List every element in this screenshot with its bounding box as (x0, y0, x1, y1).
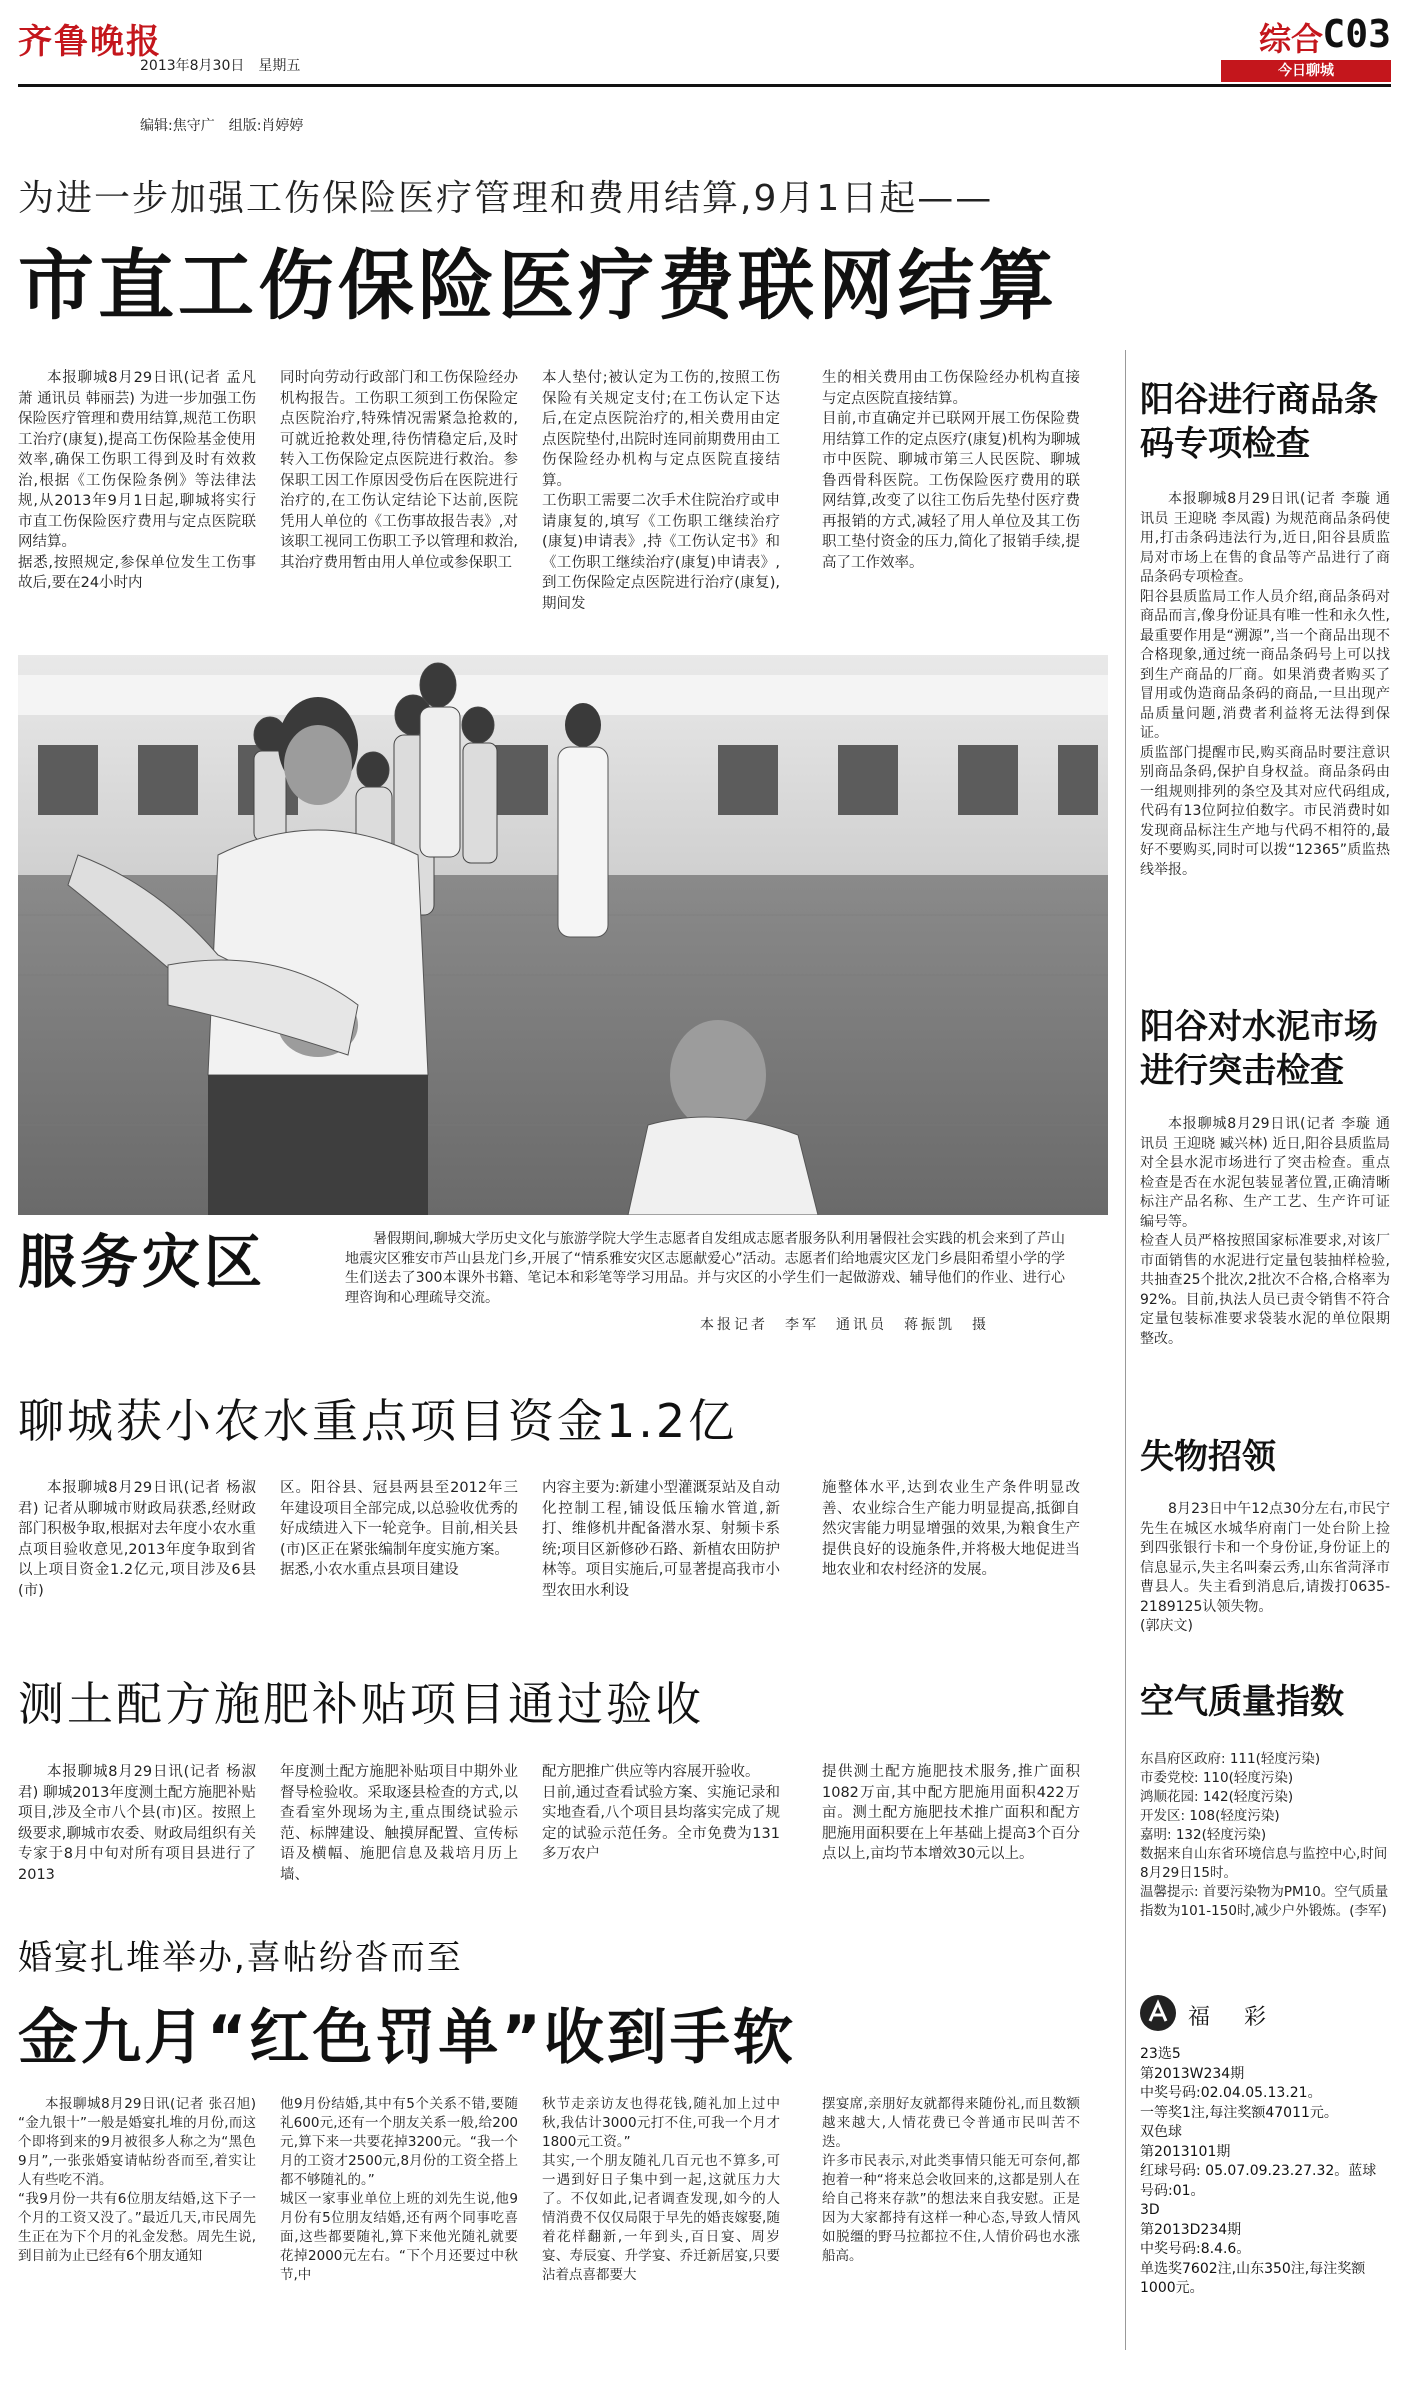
article2-headline: 聊城获小农水重点项目资金1.2亿 (18, 1394, 738, 1448)
sidebar-story2-headline: 阳谷对水泥市场进行突击检查 (1140, 1007, 1378, 1091)
lottery-line: 23选5 (1140, 2046, 1181, 2062)
article4-col-3: 秋节走亲访友也得花钱,随礼加上过中秋,我估计3000元打不住,可我一个月才1800元工资。” 其实,一个朋友随礼几百元也不算多,可一遇到好日子集中到一起,这就压力大了。不仅如此,记者调查发现,如今的人情消费不仅仅局限于早先的婚丧嫁娶,随着花样翻新,一年到头,百日宴、周岁宴、寿辰宴、升学宴、乔迁新居宴,只要沾着点喜都要大 (542, 2096, 780, 2283)
lottery-line: 3D (1140, 2202, 1160, 2218)
air-quality-line: 开发区: 108(轻度污染) (1140, 1808, 1280, 1824)
issue-date: 2013年8月30日 星期五 (140, 58, 301, 74)
page-number: C03 (1322, 12, 1391, 56)
sidebar-story2-text: 本报聊城8月29日讯(记者 李璇 通讯员 王迎晓 臧兴林) 近日,阳谷县质监局对全县水泥市场进行了突击检查。重点检查是否在水泥包装显著位置,正确清晰标注产品名称、生产工艺、生产许可证编号等。 检查人员严格按照国家标准要求,对该厂市面销售的水泥进行定量包装抽样检验,共抽查25个批次,2批次不合格,合格率为92%。目前,执法人员已责令销售不符合定量包装标准要求袋装水泥的单位限期整改。 (1140, 1116, 1390, 1347)
article2-col-1: 本报聊城8月29日讯(记者 杨淑君) 记者从聊城市财政局获悉,经财政部门积极争取,根据对去年度小农水重点项目验收意见,2013年度争取到省以上项目资金1.2亿元,项目涉及6县(市) (18, 1480, 256, 1599)
newspaper-logo: 齐鲁晚报 (18, 22, 162, 62)
sidebar-divider (1125, 350, 1126, 2350)
air-quality-tip: 温馨提示: 首要污染物为PM10。空气质量指数为101-150时,减少户外锻炼。(李军) (1140, 1884, 1389, 1919)
article4-kicker: 婚宴扎堆举办,喜帖纷沓而至 (18, 1938, 463, 1978)
sidebar-story1-headline: 阳谷进行商品条码专项检查 (1140, 380, 1378, 464)
sidebar-story1-text: 本报聊城8月29日讯(记者 李璇 通讯员 王迎晓 李凤霞) 为规范商品条码使用,打击条码违法行为,近日,阳谷县质监局对市场上在售的食品等产品进行了商品条码专项检查。 阳谷县质监局工作人员介绍,商品条码对商品而言,像身份证具有唯一性和永久性,最重要作用是“溯源”,当一个商品出现不合格现象,通过统一商品条码号上可以找到生产商品的厂商。如果消费者购买了冒用或伪造商品条码的商品,一旦出现产品质量问题,消费者利益将无法得到保证。 质监部门提醒市民,购买商品时要注意识别商品条码,保护自身权益。商品条码由一组规则排列的条空及其对应代码组成,代码有13位阿拉伯数字。市民消费时如发现商品标注生产地与代码不相符的,最好不要购买,同时可以拨“12365”质监热线举报。 (1140, 491, 1390, 878)
air-quality-line: 市委党校: 110(轻度污染) (1140, 1770, 1294, 1786)
air-quality-line: 鸿顺花园: 142(轻度污染) (1140, 1789, 1294, 1805)
article3-col-2: 年度测土配方施肥补贴项目中期外业督导检验收。采取逐县检查的方式,以查看室外现场为主,重点围绕试验示范、标牌建设、触摸屏配置、宣传标语及横幅、施肥信息及栽培月历上墙、 (280, 1764, 518, 1883)
editor-line: 编辑:焦守广 组版:肖婷婷 (140, 118, 304, 134)
article3-headline: 测土配方施肥补贴项目通过验收 (18, 1677, 704, 1731)
lead-col-4: 生的相关费用由工伤保险经办机构直接与定点医院直接结算。 目前,市直确定并已联网开展工伤保险费用结算工作的定点医疗(康复)机构为聊城市中医院、聊城市第三人民医院、聊城鲁西骨科医院。工伤保险医疗费用的联网结算,改变了以往工伤后先垫付医疗费再报销的方式,减轻了用人单位及其工伤职工垫付资金的压力,简化了报销手续,提高了工作效率。 (822, 370, 1080, 571)
lead-col-3: 本人垫付;被认定为工伤的,按照工伤保险有关规定支付;在工伤认定下达后,在定点医院治疗的,相关费用由定点医院垫付,出院时连同前期费用由工伤保险经办机构与定点医院直接结算。 工伤职工需要二次手术住院治疗或申请康复的,填写《工伤职工继续治疗(康复)申请表》,持《工伤认定书》和《工伤职工继续治疗(康复)申请表》,到工伤保险定点医院进行治疗(康复),期间发 (542, 370, 780, 612)
lottery-line: 第2013D234期 (1140, 2221, 1242, 2238)
article3-col-4: 提供测土配方施肥技术服务,推广面积1082万亩,其中配方肥施用面积422万亩。测土配方施肥技术推广面积和配方肥施用面积要在上年基础上提高3个百分点以上,亩均节本增效30元以上。 (822, 1764, 1080, 1862)
air-quality-line: 东昌府区政府: 111(轻度污染) (1140, 1751, 1321, 1767)
air-quality-list (1140, 1750, 1390, 1921)
article3-col-3: 配方肥推广供应等内容展开验收。 日前,通过查看试验方案、实施记录和实地查看,八个项目县均落实完成了规定的试验示范任务。全市免费为131多万农户 (542, 1764, 780, 1862)
lead-col-2: 同时向劳动行政部门和工伤保险经办机构报告。工伤职工须到工伤保险定点医院治疗,特殊情况需紧急抢救的,可就近抢救处理,待伤情稳定后,及时转入工伤保险定点医院进行救治。参保职工因工作原因受伤后在医院进行治疗的,在工伤认定结论下达前,医院凭用人单位的《工伤事故报告表》,对该职工视同工伤职工予以管理和救治,其治疗费用暂由用人单位或参保职工 (280, 370, 518, 571)
lottery-line: 红球号码: 05.07.09.23.27.32。蓝球号码:01。 (1140, 2163, 1377, 2199)
air-quality-note: 数据来自山东省环境信息与监控中心,时间8月29日15时。 (1140, 1846, 1388, 1881)
photo-caption: 暑假期间,聊城大学历史文化与旅游学院大学生志愿者自发组成志愿者服务队利用暑假社会实践的机会来到了芦山地震灾区雅安市芦山县龙门乡,开展了“情系雅安灾区志愿献爱心”活动。志愿者们给地震灾区龙门乡晨阳希望小学的学生们送去了300本课外书籍、笔记本和彩笔等学习用品。并与灾区的小学生们一起做游戏、辅导他们的作业、进行心理咨询和心理疏导交流。 (345, 1231, 1065, 1306)
lottery-line: 一等奖1注,每注奖额47011元。 (1140, 2104, 1338, 2121)
article4-col-4: 摆宴席,亲朋好友就都得来随份礼,而且数额越来越大,人情花费已令普通市民叫苦不迭。 许多市民表示,对此类事情只能无可奈何,都抱着一种“将来总会收回来的,这都是别人在给自己将来存款”的想法来自我安慰。正是因为大家都持有这样一种心态,导致人情风如脱缰的野马拉都拉不住,人情价码也水涨船高。 (822, 2096, 1080, 2264)
lead-kicker: 为进一步加强工伤保险医疗管理和费用结算,9月1日起—— (18, 178, 994, 219)
photo-title: 服务灾区 (18, 1228, 267, 1296)
article4-col-2: 他9月份结婚,其中有5个关系不错,要随礼600元,还有一个朋友关系一般,给200元,算下来一共要花掉3200元。“我一个月的工资才2500元,8月份的工资全搭上都不够随礼的。” 城区一家事业单位上班的刘先生说,他9月份有5位朋友结婚,还有两个同事吃喜面,这些都要随礼,算下来他光随礼就要花掉2000元左右。“下个月还要过中秋节,中 (280, 2096, 518, 2283)
article4-headline: 金九月“红色罚单”收到手软 (18, 2003, 796, 2073)
sidebar-story3-text: 8月23日中午12点30分左右,市民宁先生在城区水城华府南门一处台阶上捡到四张银行卡和一个身份证,身份证上的信息显示,失主名叫秦云秀,山东省菏泽市曹县人。失主看到消息后,请拨打0635-2189125认领失物。 (郭庆文) (1140, 1501, 1390, 1634)
article3-col-1: 本报聊城8月29日讯(记者 杨淑君) 聊城2013年度测土配方施肥补贴项目,涉及全市八个县(市)区。按照上级要求,聊城市农委、财政局组织有关专家于8月中旬对所有项目县进行了2013 (18, 1764, 256, 1883)
article2-col-3: 内容主要为:新建小型灌溉泵站及自动化控制工程,铺设低压输水管道,新打、维修机井配备潜水泵、射频卡系统;项目区新修砂石路、新植农田防护林等。项目实施后,可显著提高我市小型农田水利设 (542, 1480, 780, 1599)
lead-col-1: 本报聊城8月29日讯(记者 孟凡萧 通讯员 韩丽芸) 为进一步加强工伤保险医疗管理和费用结算,规范工伤职工治疗(康复),提高工伤保险基金使用效率,确保工伤职工得到及时有效救治,根据《工伤保险条例》等法律法规,从2013年9月1日起,聊城将实行市直工伤保险医疗费用与定点医院联网结算。 据悉,按照规定,参保单位发生工伤事故后,要在24小时内 (18, 370, 256, 591)
photo-illustration (18, 655, 1108, 1215)
lottery-line: 双色球 (1140, 2124, 1182, 2140)
lottery-brand: 福 彩 (1188, 2005, 1273, 2030)
article2-col-4: 施整体水平,达到农业生产条件明显改善、农业综合生产能力明显提高,抵御自然灾害能力明显增强的效果,为粮食生产提供良好的设施条件,并将极大地促进当地农业和农村经济的发展。 (822, 1480, 1080, 1578)
sidebar-story4-headline: 空气质量指数 (1140, 1682, 1344, 1722)
lottery-line: 第2013W234期 (1140, 2065, 1245, 2082)
lottery-results (1140, 2045, 1390, 2299)
air-quality-line: 嘉明: 132(轻度污染) (1140, 1827, 1267, 1843)
lead-headline: 市直工伤保险医疗费联网结算 (18, 241, 1058, 330)
photo-byline: 本报记者 李军 通讯员 蒋振凯 摄 (700, 1317, 989, 1333)
article2-col-2: 区。阳谷县、冠县两县至2012年三年建设项目全部完成,以总验收优秀的好成绩进入下一轮竞争。目前,相关县(市)区正在紧张编制年度实施方案。 据悉,小农水重点县项目建设 (280, 1480, 518, 1578)
subsection-label: 今日聊城 (1221, 60, 1391, 82)
lottery-line: 中奖号码:8.4.6。 (1140, 2241, 1251, 2257)
lottery-logo-icon (1140, 1995, 1176, 2031)
lottery-line: 单选奖7602注,山东350注,每注奖额1000元。 (1140, 2260, 1366, 2296)
volunteer-photo (18, 655, 1108, 1215)
section-label: 综合 (1258, 20, 1323, 58)
article4-col-1: 本报聊城8月29日讯(记者 张召旭) “金九银十”一般是婚宴扎堆的月份,而这个即将到来的9月被很多人称之为“黑色9月”,一张张婚宴请帖纷沓而至,着实让人有些吃不消。 “我9月份一共有6位朋友结婚,这下子一个月的工资又没了。”最近几天,市民周先生正在为下个月的礼金发愁。周先生说,到目前为止已经有6个朋友通知 (18, 2096, 256, 2264)
sidebar-story3-headline: 失物招领 (1140, 1437, 1276, 1477)
header-rule (18, 84, 1391, 87)
lottery-line: 第2013101期 (1140, 2143, 1231, 2160)
lottery-line: 中奖号码:02.04.05.13.21。 (1140, 2085, 1322, 2101)
